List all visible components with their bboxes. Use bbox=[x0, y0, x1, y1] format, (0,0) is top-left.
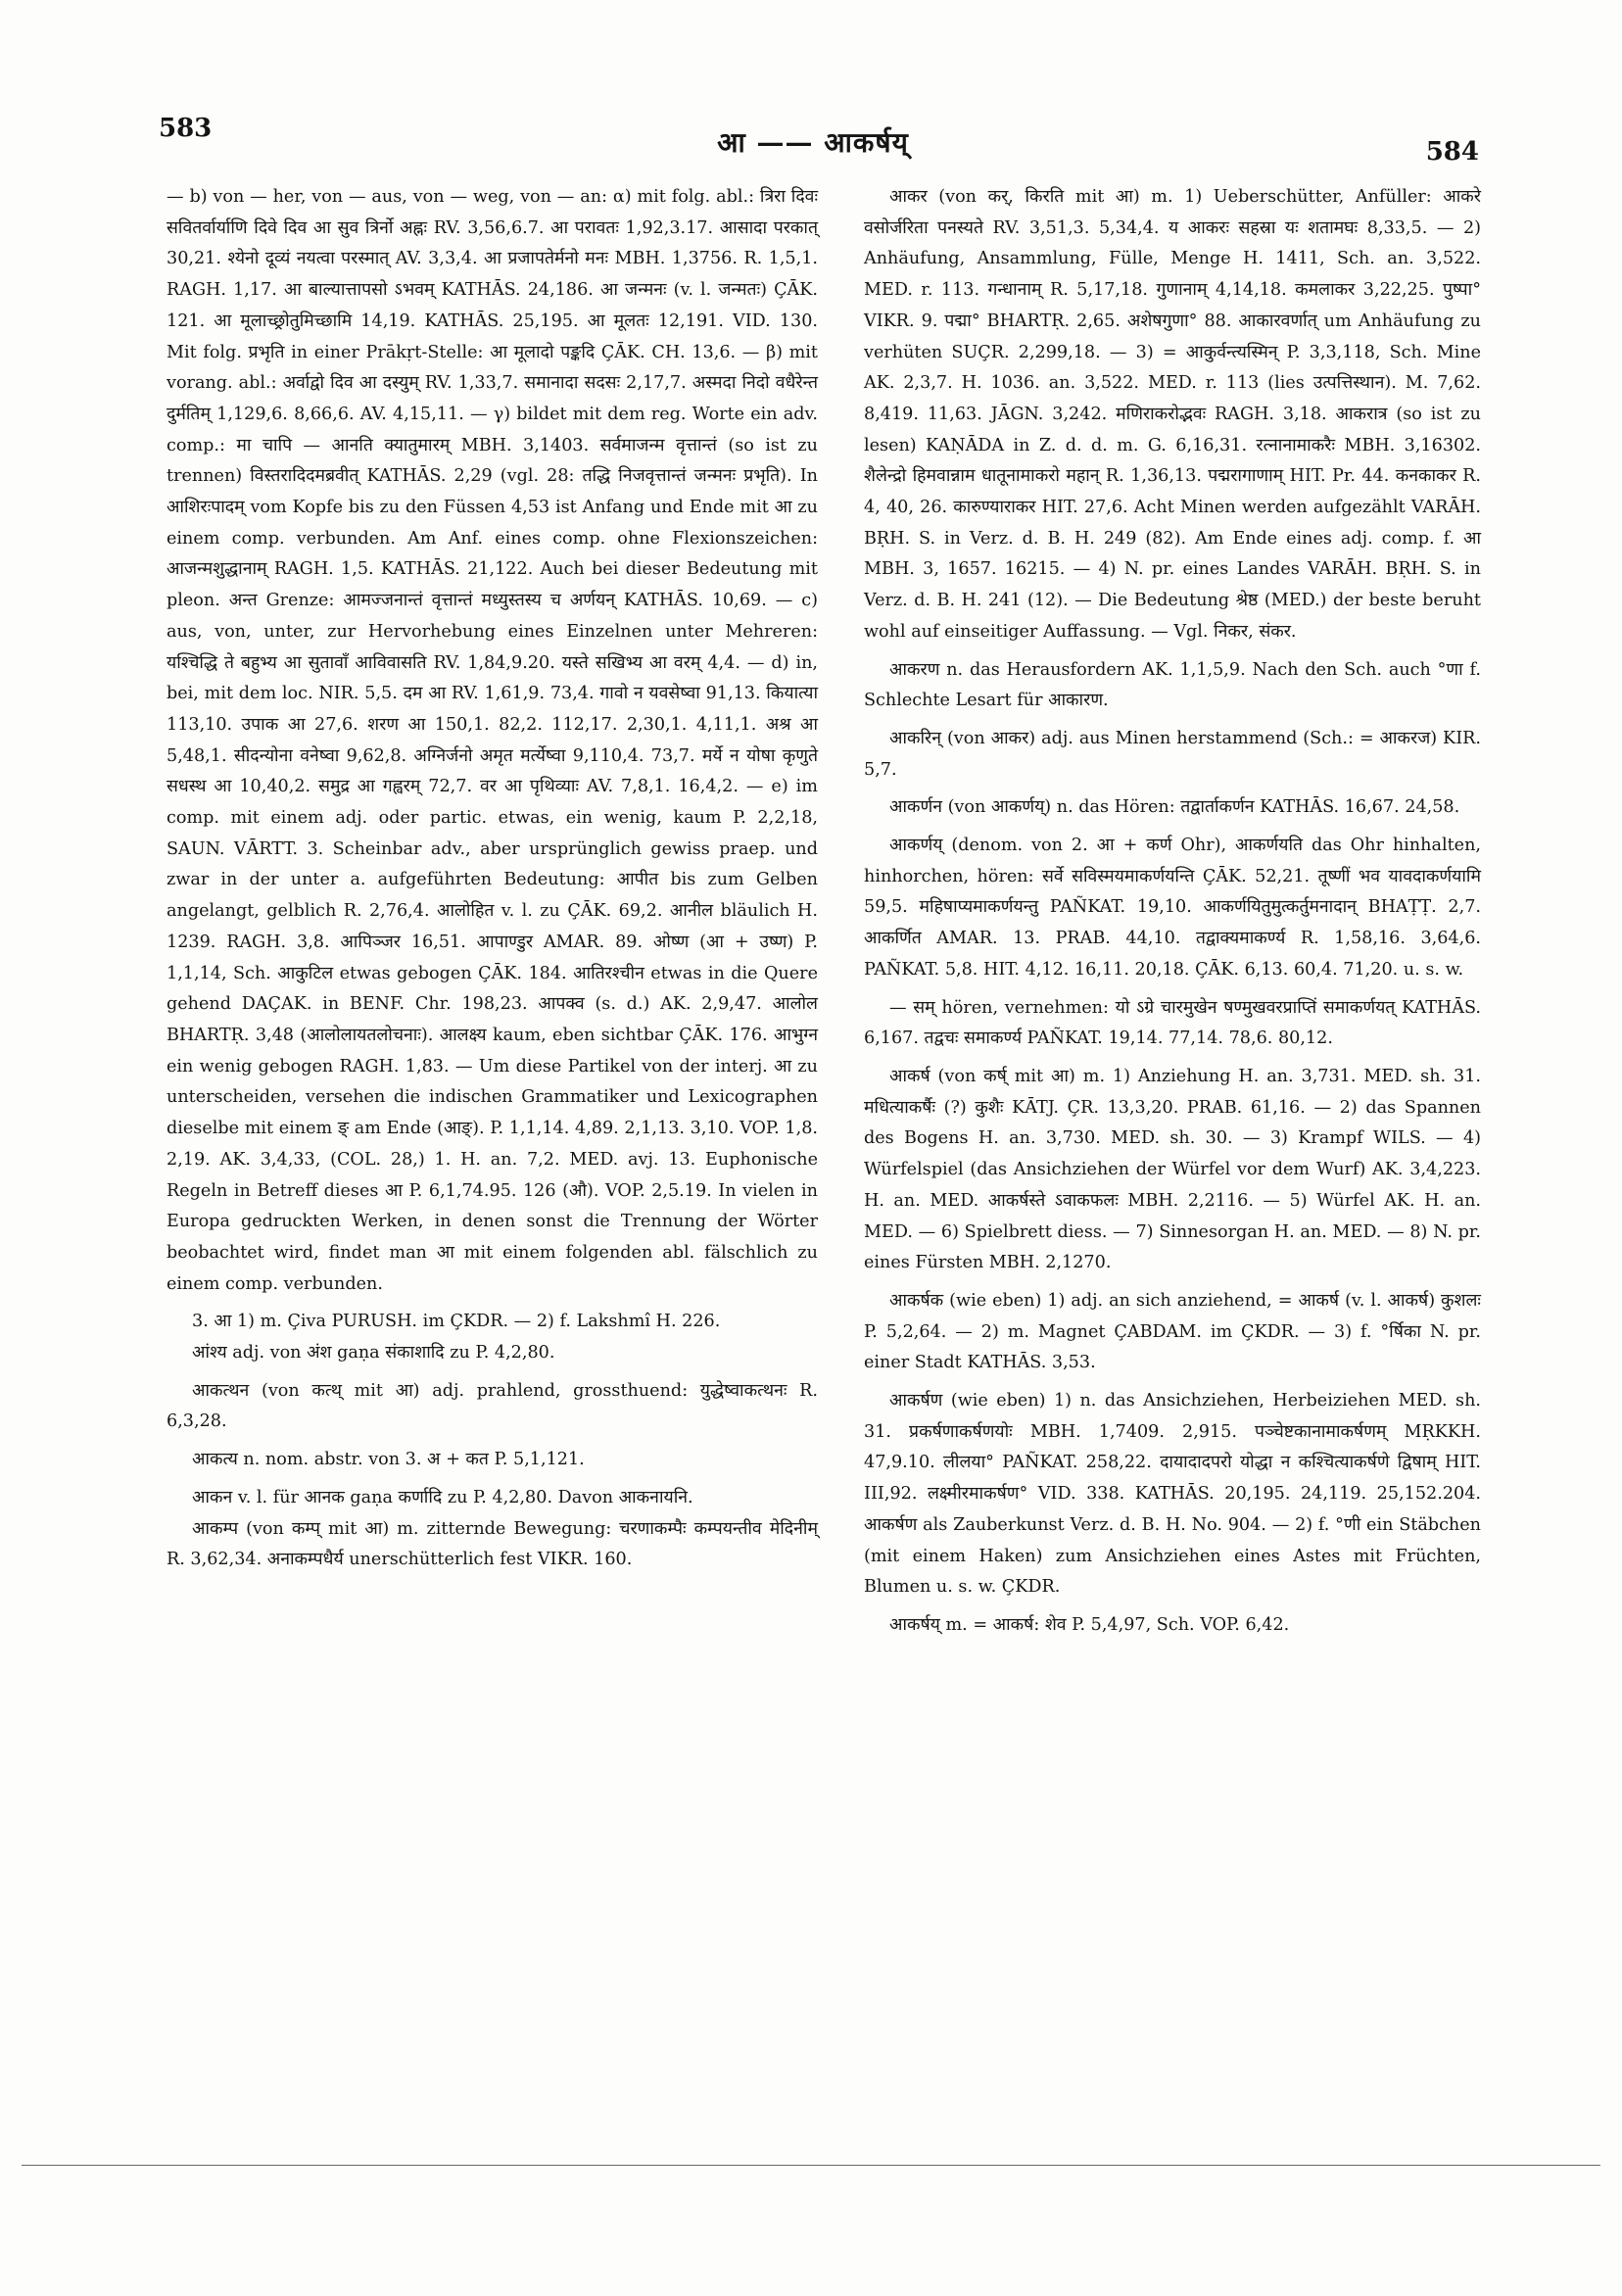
entry-akarin: आकरिन् (von आकर) adj. aus Minen herstammend (Sch.: = आकरज) KIR. 5,7. bbox=[864, 728, 1481, 780]
entry-akana: आकन v. l. für आनक gaṇa कर्णादि zu P. 4,2,80. Davon आकनायनि. bbox=[192, 1487, 693, 1507]
bottom-rule bbox=[22, 2165, 1600, 2166]
entry-akara: आकर (von कर्, किरति mit आ) m. 1) Ueberschütter, Anfüller: आकरे वसोर्जरिता पनस्यते RV. 3,51,3. 5,34,4. य आकरः सहस्रा यः शतामघः 8,33,5. — 2) Anhäufung, Ansammlung, Fülle, Menge H. 1411, Sch. an. 3,522. MED. r. 113. गन्धानाम् R. 5,17,18. गुणानाम् 4,14,18. कमलाकर 3,22,25. पुष्पा° VIKR. 9. पद्मा° BHARTṚ. 2,65. अशेषगुणा° 88. आकारवर्णात् um Anhäufung zu verhüten SUÇR. 2,299,18. — 3) = आकुर्वन्त्यस्मिन् P. 3,3,118, Sch. Mine AK. 2,3,7. H. 1036. an. 3,522. MED. r. 113 (lies उत्पत्तिस्थान). M. 7,62. 8,419. 11,63. JĀGN. 3,242. मणिराकरोद्भवः RAGH. 3,18. आकरात्र (so ist zu lesen) KAṆĀDA in Z. d. d. m. G. 6,16,31. रत्नानामाकरैः MBH. 3,16302. शैलेन्द्रो हिमवान्नाम धातूनामाकरो महान् R. 1,36,13. पद्मरागाणाम् HIT. Pr. 44. कनकाकर R. 4, 40, 26. कारुण्याराकर HIT. 27,6. Acht Minen werden aufgezählt VARĀH. BṚH. S. in Verz. d. B. H. 249 (82). Am Ende eines adj. comp. f. आ MBH. 3, 1657. 16215. — 4) N. pr. eines Landes VARĀH. BṚH. S. in Verz. d. B. H. 241 (12). — Die Bedeutung श्रेष्ठ (MED.) der beste beruht wohl auf einseitiger Auffassung. — Vgl. निकर, संकर. bbox=[864, 187, 1481, 642]
entry-3-a: 3. आ 1) m. Çiva PURUSH. im ÇKDR. — 2) f. Lakshmî H. 226. bbox=[192, 1312, 721, 1332]
page-number-left: 583 bbox=[159, 114, 213, 143]
right-column bbox=[864, 182, 1481, 1642]
page-header bbox=[147, 110, 1479, 165]
entry-akarshay: आकर्षय् m. = आकर्ष: शेव P. 5,4,97, Sch. VOP. 6,42. bbox=[889, 1614, 1290, 1635]
entry-akatthana: आकत्थन (von कत्थ् mit आ) adj. prahlend, grossthuend: युद्धेष्वाकत्थनः R. 6,3,28. bbox=[167, 1380, 818, 1432]
entry-akarsha: आकर्ष (von कर्ष् mit आ) m. 1) Anziehung H. an. 3,731. MED. sh. 31. मधित्याकर्षैः (?) कुशैः KĀTJ. ÇR. 13,3,20. PRAB. 61,16. — 2) das Spannen des Bogens H. an. 3,730. MED. sh. 30. — 3) Krampf WILS. — 4) Würfelspiel (das Ansichziehen der Würfel vor dem Wurf) AK. 3,4,223. H. an. MED. आकर्षस्ते ऽवाकफलः MBH. 2,2116. — 5) Würfel AK. H. an. MED. — 6) Spielbrett diess. — 7) Sinnesorgan H. an. MED. — 8) N. pr. eines Fürsten MBH. 2,1270. bbox=[864, 1066, 1481, 1273]
entry-a-continued: — b) von — her, von — aus, von — weg, von — an: α) mit folg. abl.: त्रिरा दिवः सवितर्वार्याणि दिवे दिव आ सुव त्रिर्नो अह्नः RV. 3,56,6.7. आ परावतः 1,92,3.17. आसादा परकात् 30,21. श्येनो दूव्यं नयत्वा परस्मात् AV. 3,3,4. आ प्रजापतेर्मनो मनः MBH. 1,3756. R. 1,5,1. RAGH. 1,17. आ बाल्यात्तापसो ऽभवम् KATHĀS. 24,186. आ जन्मनः (v. l. जन्मतः) ÇĀK. 121. आ मूलाच्छ्रोतुमिच्छामि 14,19. KATHĀS. 25,195. आ मूलतः 12,191. VID. 130. Mit folg. प्रभृति in einer Prākṛt-Stelle: आ मूलादो पङ्कदि ÇĀK. CH. 13,6. — β) mit vorang. abl.: अर्वाद्वो दिव आ दस्युम् RV. 1,33,7. समानादा सदसः 2,17,7. अस्मदा निदो वधैरेन्त दुर्मतिम् 1,129,6. 8,66,6. AV. 4,15,11. — γ) bildet mit dem reg. Worte ein adv. comp.: मा चापि — आनति क्यातुमारम् MBH. 3,1403. सर्वमाजन्म वृत्तान्तं (so ist zu trennen) विस्तरादिदमब्रवीत् KATHĀS. 2,29 (vgl. 28: तद्धि निजवृत्तान्तं जन्मनः प्रभृति). In आशिरःपादम् vom Kopfe bis zu den Füssen 4,53 ist Anfang und Ende mit आ zu einem comp. verbunden. Am Anf. eines comp. ohne Flexionszeichen: आजन्मशुद्धानाम् RAGH. 1,5. KATHĀS. 21,122. Auch bei dieser Bedeutung mit pleon. अन्त Grenze: आमज्जनान्तं वृत्तान्तं मध्युस्तस्य च अर्णयन् KATHĀS. 10,69. — c) aus, von, unter, zur Hervorhebung eines Einzelnen unter Mehreren: यश्चिद्धि ते बहुभ्य आ सुतावाँ आविवासति RV. 1,84,9.20. यस्ते सखिभ्य आ वरम् 4,4. — d) in, bei, mit dem loc. NIR. 5,5. दम आ RV. 1,61,9. 73,4. गावो न यवसेष्वा 91,13. कियात्या 113,10. उपाक आ 27,6. शरण आ 150,1. 82,2. 112,17. 2,30,1. 4,11,1. अश्र आ 5,48,1. सीदन्योना वनेष्वा 9,62,8. अग्निर्जनो अमृत मर्त्येष्वा 9,110,4. 73,7. मर्ये न योषा कृणुते सधस्थ आ 10,40,2. समुद्र आ गह्वरम् 72,7. वर आ पृथिव्याः AV. 7,8,1. 16,4,2. — e) im comp. mit einem adj. oder partic. etwas, ein wenig, kaum P. 2,2,18, SAUN. VĀRTT. 3. Scheinbar adv., aber ursprünglich gewiss praep. und zwar in der unter a. aufgeführten Bedeutung: आपीत bis zum Gelben angelangt, gelblich R. 2,76,4. आलोहित v. l. zu ÇĀK. 69,2. आनील bläulich H. 1239. RAGH. 3,8. आपिञ्जर 16,51. आपाण्डुर AMAR. 89. ओष्ण (आ + उष्ण) P. 1,1,14, Sch. आकुटिल etwas gebogen ÇĀK. 184. आतिरश्चीन etwas in die Quere gehend DAÇAK. in BENF. Chr. 198,23. आपक्व (s. d.) AK. 2,9,47. आलोल BHARTṚ. 3,48 (आलोलायतलोचनाः). आलक्ष्य kaum, eben sichtbar ÇĀK. 176. आभुग्न ein wenig gebogen RAGH. 1,83. — Um diese Partikel von der interj. आ zu unterscheiden, versehen die indischen Grammatiker und Lexicographen dieselbe mit einem ङ् am Ende (आङ्). P. 1,1,14. 4,89. 2,1,13. 3,10. VOP. 1,8. 2,19. AK. 3,4,33, (COL. 28,) 1. H. an. 7,2. MED. avj. 13. Euphonische Regeln in Betreff dieses आ P. 6,1,74.95. 126 (औ). VOP. 2,5.19. In vielen in Europa gedruckten Werken, in denen sonst die Trennung der Wörter beobachtet wird, findet man आ mit einem folgenden abl. fälschlich zu einem comp. verbunden. bbox=[167, 187, 818, 1294]
page-number-right: 584 bbox=[1425, 137, 1479, 167]
entry-akarshaka: आकर्षक (wie eben) 1) adj. an sich anziehend, = आकर्ष (v. l. आकर्ष) कुशलः P. 5,2,64. — 2) m. Magnet ÇABDAM. im ÇKDR. — 3) f. °र्षिका N. pr. einer Stadt KATHĀS. 3,53. bbox=[864, 1290, 1481, 1373]
entry-akarana: आकरण n. das Herausfordern AK. 1,1,5,9. Nach den Sch. auch °णा f. Schlechte Lesart für आकारण. bbox=[864, 659, 1481, 711]
left-column bbox=[167, 182, 818, 1576]
entry-akarnay: आकर्णय् (denom. von 2. आ + कर्ण Ohr), आकर्णयति das Ohr hinhalten, hinhorchen, hören: सर्वे सविस्मयमाकर्णयन्ति ÇĀK. 52,21. तूष्णीं भव यावदाकर्णयामि 59,5. महिषाप्यमाकर्णयन्तु PAÑKAT. 19,10. आकर्णयितुमुत्कर्तुमनादान् BHAṬṬ. 2,7. आकर्णित AMAR. 13. PRAB. 44,10. तद्वाक्यमाकर्ण्य R. 1,58,16. 3,64,6. PAÑKAT. 5,8. HIT. 4,12. 16,11. 20,18. ÇĀK. 6,13. 60,4. 71,20. u. s. w. bbox=[864, 836, 1481, 980]
entry-akampa: आकम्प (von कम्प् mit आ) m. zitternde Bewegung: चरणाकम्पैः कम्पयन्तीव मेदिनीम् R. 3,62,34. अनाकम्पधैर्य unerschütterlich fest VIKR. 160. bbox=[167, 1518, 818, 1570]
entry-akarshana: आकर्षण (wie eben) 1) n. das Ansichziehen, Herbeiziehen MED. sh. 31. प्रकर्षणाकर्षणयोः MBH. 1,7409. 2,915. पञ्चेष्टकानामाकर्षणम् MṚKKH. 47,9.10. लीलया° PAÑKAT. 258,22. दायादादपरो योद्धा न कश्चित्याकर्षणे द्विषाम् HIT. III,92. लक्ष्मीरमाकर्षण° VID. 338. KATHĀS. 20,195. 24,119. 25,152.204. आकर्षण als Zauberkunst Verz. d. B. H. No. 904. — 2) f. °णी ein Stäbchen (mit einem Haken) zum Ansichziehen eines Astes mit Früchten, Blumen u. s. w. ÇKDR. bbox=[864, 1391, 1481, 1598]
entry-akarnana: आकर्णन (von आकर्णय्) n. das Hören: तद्वार्ताकर्णन KATHĀS. 16,67. 24,58. bbox=[889, 797, 1460, 818]
entry-amshya: आंश्य adj. von अंश gaṇa संकाशादि zu P. 4,2,80. bbox=[192, 1343, 555, 1363]
entry-sam-akarnay: — सम् hören, vernehmen: यो ऽग्रे चारमुखेन षण्मुखवरप्राप्तिं समाकर्णयत् KATHĀS. 6,167. तद्वचः समाकर्ण्य PAÑKAT. 19,14. 77,14. 78,6. 80,12. bbox=[864, 997, 1481, 1049]
running-headword: आ —— आकर्षय् bbox=[717, 126, 909, 159]
entry-akatya: आकत्य n. nom. abstr. von 3. अ + कत P. 5,1,121. bbox=[192, 1450, 585, 1470]
